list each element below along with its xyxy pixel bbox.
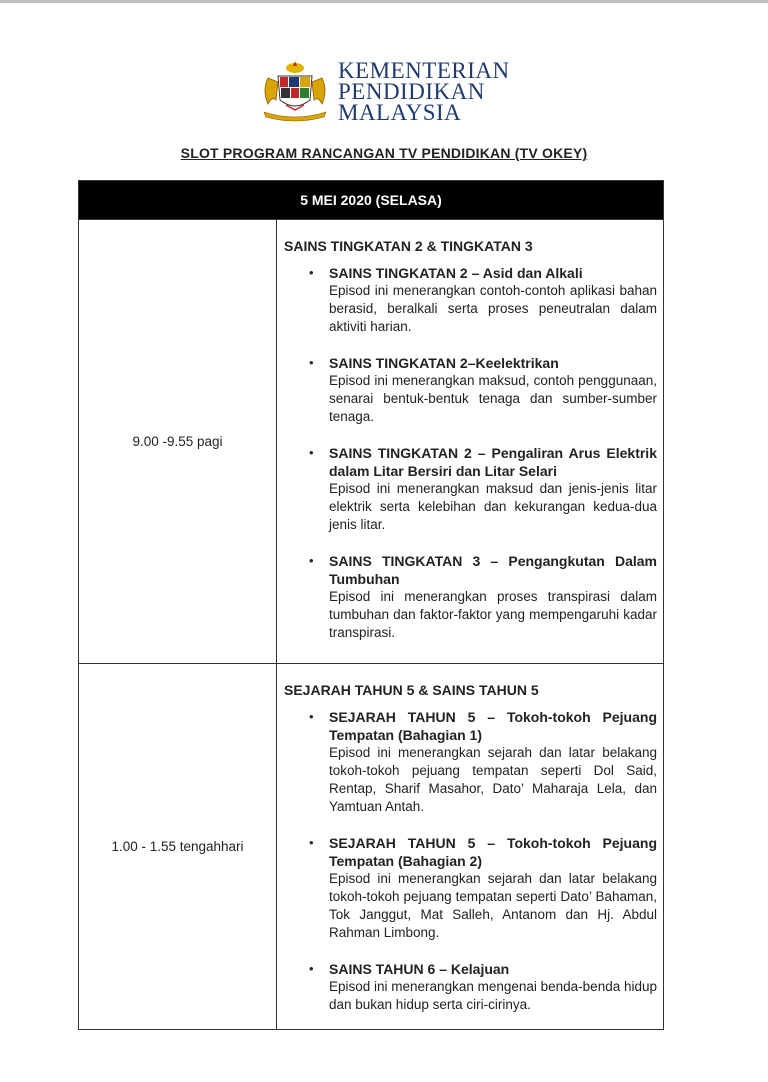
episode-title: SAINS TAHUN 6 – Kelajuan — [329, 961, 510, 977]
table-row — [79, 219, 663, 663]
bullet-icon: • — [309, 835, 314, 850]
list-item — [284, 960, 657, 1014]
bullet-icon: • — [309, 709, 314, 724]
bullet-icon: • — [309, 265, 314, 280]
time-slot: 9.00 -9.55 pagi — [79, 220, 277, 663]
episode-description: Episod ini menerangkan mengenai benda-benda hidup dan bukan hidup serta ciri-cirinya. — [329, 979, 657, 1012]
ministry-header — [258, 58, 528, 126]
date-header: 5 MEI 2020 (SELASA) — [79, 181, 663, 219]
time-slot: 1.00 - 1.55 tengahhari — [79, 664, 277, 1029]
program-cell — [277, 220, 663, 663]
list-item — [284, 264, 657, 336]
episode-title: SAINS TINGKATAN 2 – Asid dan Alkali — [329, 265, 583, 281]
document-title: SLOT PROGRAM RANCANGAN TV PENDIDIKAN (TV OKEY) — [180, 145, 588, 161]
list-item — [284, 444, 657, 534]
list-item — [284, 834, 657, 942]
episode-title: SAINS TINGKATAN 2–Keelektrikan — [329, 355, 559, 371]
list-item — [284, 552, 657, 642]
top-border-line — [0, 0, 768, 3]
episode-title: SEJARAH TAHUN 5 – Tokoh-tokoh Pejuang Tempatan (Bahagian 2) — [329, 835, 657, 869]
ministry-line-1: KEMENTERIAN — [338, 58, 510, 83]
ministry-name — [338, 60, 510, 123]
episode-description: Episod ini menerangkan sejarah dan latar belakang tokoh-tokoh pejuang tempatan seperti Dol Said, Rentap, Sharif Masahor, Dato’ Maharaja Lela, dan Yamtuan Antah. — [329, 745, 657, 814]
episode-description: Episod ini menerangkan proses transpirasi dalam tumbuhan dan faktor-faktor yang mempengaruhi kadar transpirasi. — [329, 589, 657, 640]
ministry-line-2: PENDIDIKAN — [338, 79, 485, 104]
program-cell — [277, 664, 663, 1029]
episode-description: Episod ini menerangkan maksud, contoh penggunaan, senarai bentuk-bentuk tenaga dan sumber-sumber tenaga. — [329, 373, 657, 424]
table-row — [79, 663, 663, 1029]
episode-description: Episod ini menerangkan contoh-contoh aplikasi bahan berasid, beralkali serta proses peneutralan dalam aktiviti harian. — [329, 283, 657, 334]
bullet-icon: • — [309, 961, 314, 976]
ministry-line-3: MALAYSIA — [338, 100, 462, 125]
bullet-icon: • — [309, 553, 314, 568]
episode-title: SAINS TINGKATAN 2 – Pengaliran Arus Elektrik dalam Litar Bersiri dan Litar Selari — [329, 445, 657, 479]
episode-description: Episod ini menerangkan maksud dan jenis-jenis litar elektrik serta kelebihan dan kekurangan kedua-dua jenis litar. — [329, 481, 657, 532]
section-title: SEJARAH TAHUN 5 & SAINS TAHUN 5 — [284, 682, 539, 698]
coat-of-arms-logo — [258, 60, 332, 122]
episode-title: SEJARAH TAHUN 5 – Tokoh-tokoh Pejuang Tempatan (Bahagian 1) — [329, 709, 657, 743]
episode-title: SAINS TINGKATAN 3 – Pengangkutan Dalam Tumbuhan — [329, 553, 657, 587]
list-item — [284, 708, 657, 816]
episode-description: Episod ini menerangkan sejarah dan latar belakang tokoh-tokoh pejuang tempatan seperti Dato’ Bahaman, Tok Janggut, Mat Salleh, Antanom dan Hj. Abdul Rahman Limbong. — [329, 871, 657, 940]
bullet-icon: • — [309, 445, 314, 460]
bullet-icon: • — [309, 355, 314, 370]
section-title: SAINS TINGKATAN 2 & TINGKATAN 3 — [284, 238, 533, 254]
schedule-table — [78, 180, 664, 1030]
list-item — [284, 354, 657, 426]
